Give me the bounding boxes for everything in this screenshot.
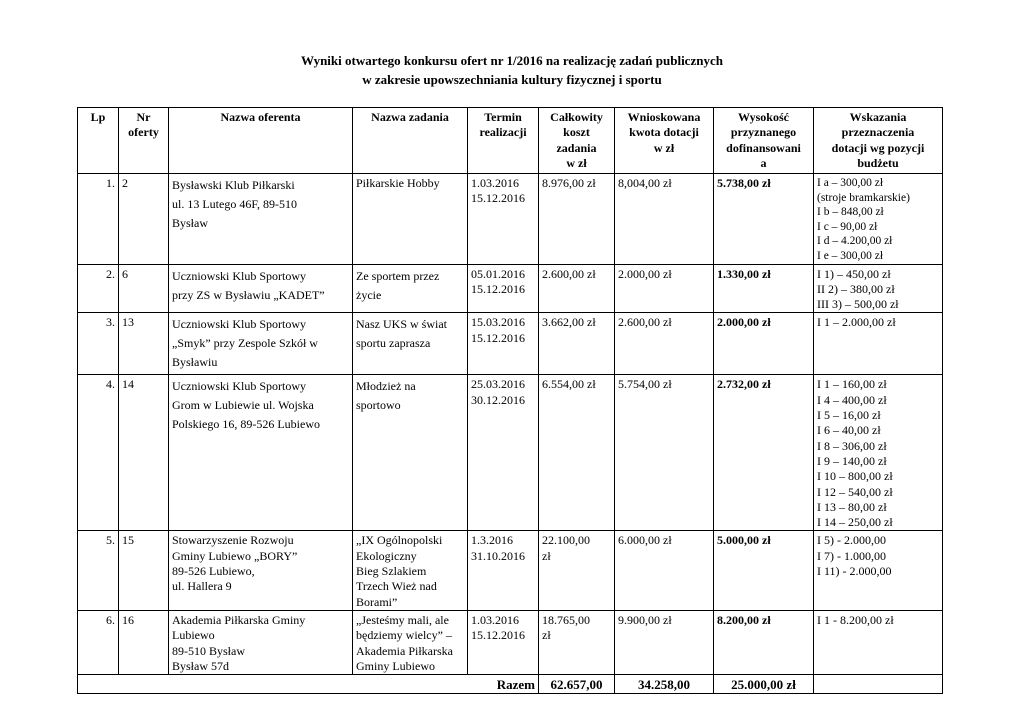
row-koszt <box>539 264 615 313</box>
row-oferent <box>169 313 353 375</box>
cell-line: sportowo <box>356 398 401 413</box>
row-wskazania <box>814 174 943 265</box>
row-wysokosc: 5.738,00 zł <box>714 174 814 265</box>
cell-line: realizacji <box>479 125 527 140</box>
cell-line: a <box>760 155 767 170</box>
cell-line: Wysokość <box>738 110 789 124</box>
cell-line: Grom w Lubiewie ul. Wojska <box>172 398 314 413</box>
document-title: Wyniki otwartego konkursu ofert nr 1/2016 na realizację zadań publicznych <box>301 53 723 68</box>
row-wnioskowana <box>615 610 714 674</box>
cell-line: Akademia Piłkarska Gminy <box>172 612 306 627</box>
cell-line: Bysławiu <box>172 355 218 370</box>
row-wysokosc: 1.330,00 zł <box>714 264 814 313</box>
cell-line: 1.03.2016 <box>471 176 519 190</box>
cell-line: III 3) – 500,00 zł <box>817 297 899 312</box>
row-termin <box>468 264 539 313</box>
cell-line: Gminy Lubiewo <box>356 658 435 673</box>
cell-line: I 1 – 2.000,00 zł <box>817 315 896 330</box>
row-zadanie <box>353 531 468 610</box>
row-oferent <box>169 375 353 531</box>
cell-line: 30.12.2016 <box>471 392 525 407</box>
total-spacer <box>78 675 468 694</box>
row-zadanie <box>353 610 468 674</box>
cell-line: ul. 13 Lutego 46F, 89-510 <box>172 197 298 211</box>
cell-line: ul. Hallera 9 <box>172 579 232 594</box>
total-empty <box>814 675 943 694</box>
cell-line: I 5 – 16,00 zł <box>817 408 881 423</box>
cell-line: Bysławski Klub Piłkarski <box>172 178 295 192</box>
row-zadanie <box>353 375 468 531</box>
cell-line: I c – 90,00 zł <box>817 220 878 233</box>
total-koszt: 62.657,00 <box>539 675 615 694</box>
cell-line: Uczniowski Klub Sportowy <box>172 317 306 332</box>
cell-line: 1.03.2016 <box>471 612 519 627</box>
cell-line: 22.100,00 <box>542 533 590 548</box>
table-row <box>78 264 943 313</box>
cell-line: I 14 – 250,00 zł <box>817 515 893 530</box>
cell-line: Ekologiczny <box>356 548 417 563</box>
row-wskazania <box>814 375 943 531</box>
row-zadanie <box>353 174 468 265</box>
row-termin <box>468 375 539 531</box>
header-wnioskowana-kwota <box>615 108 714 174</box>
row-koszt <box>539 610 615 674</box>
cell-line: 18.765,00 <box>542 612 590 627</box>
document-subtitle: w zakresie upowszechniania kultury fizycznej i sportu <box>362 72 662 87</box>
row-lp: 2. <box>78 264 119 313</box>
cell-line: I 1) – 450,00 zł <box>817 266 891 281</box>
cell-line: I e – 300,00 zł <box>817 249 884 262</box>
header-nazwa-zadania <box>353 108 468 174</box>
row-wnioskowana <box>615 375 714 531</box>
cell-line: I 7) - 1.000,00 <box>817 548 886 563</box>
cell-line: 2.600,00 zł <box>542 266 596 281</box>
cell-line: Całkowity <box>550 110 603 124</box>
cell-line: II 2) – 380,00 zł <box>817 281 895 296</box>
row-oferent <box>169 610 353 674</box>
cell-line: 6.000,00 zł <box>618 533 672 548</box>
row-wskazania <box>814 313 943 375</box>
cell-line: „Smyk” przy Zespole Szkół w <box>172 336 318 351</box>
row-koszt <box>539 375 615 531</box>
cell-line: I 1 - 8.200,00 zł <box>817 612 894 627</box>
cell-line: 89-526 Lubiewo, <box>172 564 255 579</box>
cell-line: życie <box>356 287 382 302</box>
cell-line: Termin <box>484 110 522 124</box>
cell-line: (stroje bramkarskie) <box>817 191 910 204</box>
cell-line: Nazwa oferenta <box>220 110 301 124</box>
cell-line: w zł <box>653 140 675 155</box>
row-lp: 4. <box>78 375 119 531</box>
cell-line: Uczniowski Klub Sportowy <box>172 379 306 394</box>
cell-line: dofinansowani <box>726 140 801 155</box>
cell-line: oferty <box>128 125 159 140</box>
total-wnioskowana: 34.258,00 <box>615 675 714 694</box>
row-wnioskowana <box>615 313 714 375</box>
cell-line: przeznaczenia <box>841 125 915 140</box>
row-lp: 5. <box>78 531 119 610</box>
cell-line: 3.662,00 zł <box>542 315 596 330</box>
cell-line: I 8 – 306,00 zł <box>817 438 887 453</box>
cell-line: Gminy Lubiewo „BORY” <box>172 548 298 563</box>
row-oferent <box>169 174 353 265</box>
cell-line: 6.554,00 zł <box>542 377 596 392</box>
cell-line: kwota dotacji <box>629 125 699 140</box>
row-wysokosc: 8.200,00 zł <box>714 610 814 674</box>
cell-line: I 13 – 80,00 zł <box>817 499 887 514</box>
cell-line: 15.12.2016 <box>471 191 525 206</box>
cell-line: 2.600,00 zł <box>618 315 672 330</box>
cell-line: Polskiego 16, 89-526 Lubiewo <box>172 417 320 432</box>
row-lp: 1. <box>78 174 119 265</box>
cell-line: Borami” <box>356 594 398 609</box>
cell-line: zł <box>542 548 551 563</box>
row-nr-oferty: 13 <box>119 313 169 375</box>
cell-line: I b – 848,00 zł <box>817 206 884 219</box>
cell-line: budżetu <box>857 155 899 170</box>
cell-line: zł <box>542 628 551 643</box>
cell-line: I a – 300,00 zł <box>817 177 884 189</box>
cell-line: 15.12.2016 <box>471 628 525 643</box>
cell-line: Akademia Piłkarska <box>356 643 453 658</box>
cell-line: sportu zaprasza <box>356 336 431 351</box>
row-termin <box>468 531 539 610</box>
cell-line: Lp <box>90 110 106 124</box>
cell-line: Wskazania <box>849 110 907 124</box>
cell-line: Trzech Wież nad <box>356 579 437 594</box>
header-lp <box>78 108 119 174</box>
cell-line: 2.000,00 zł <box>618 266 672 281</box>
cell-line: przyznanego <box>730 125 797 140</box>
header-row <box>78 108 943 174</box>
header-nazwa-oferenta <box>169 108 353 174</box>
cell-line: 8.976,00 zł <box>542 176 596 190</box>
cell-line: I 1 – 160,00 zł <box>817 377 887 392</box>
cell-line: „Jesteśmy mali, ale <box>356 612 449 627</box>
row-lp: 3. <box>78 313 119 375</box>
cell-line: w zł <box>566 155 587 170</box>
row-wysokosc: 5.000,00 zł <box>714 531 814 610</box>
row-wnioskowana <box>615 264 714 313</box>
header-wysokosc-dofinansowania <box>714 108 814 174</box>
total-label: Razem <box>468 675 539 694</box>
cell-line: I 4 – 400,00 zł <box>817 392 887 407</box>
cell-line: zadania <box>556 140 597 155</box>
cell-line: I 10 – 800,00 zł <box>817 469 893 484</box>
row-nr-oferty: 15 <box>119 531 169 610</box>
cell-line: „IX Ogólnopolski <box>356 533 443 548</box>
row-nr-oferty: 16 <box>119 610 169 674</box>
header-nr-oferty <box>119 108 169 174</box>
total-row <box>78 675 943 694</box>
row-koszt <box>539 174 615 265</box>
cell-line: I 6 – 40,00 zł <box>817 423 881 438</box>
cell-line: 5.754,00 zł <box>618 377 672 392</box>
cell-line: 15.12.2016 <box>471 281 525 296</box>
cell-line: Nr <box>136 110 151 124</box>
cell-line: będziemy wielcy” – <box>356 628 452 643</box>
row-koszt <box>539 313 615 375</box>
total-wysokosc: 25.000,00 zł <box>714 675 814 694</box>
cell-line: 1.3.2016 <box>471 533 513 548</box>
row-wysokosc: 2.732,00 zł <box>714 375 814 531</box>
cell-line: 9.900,00 zł <box>618 612 672 627</box>
cell-line: przy ZS w Bysławiu „KADET” <box>172 287 325 302</box>
row-termin <box>468 610 539 674</box>
cell-line: Piłkarskie Hobby <box>356 176 440 190</box>
row-wskazania <box>814 610 943 674</box>
cell-line: I d – 4.200,00 zł <box>817 235 893 248</box>
table-row <box>78 174 943 265</box>
row-koszt <box>539 531 615 610</box>
row-nr-oferty: 6 <box>119 264 169 313</box>
cell-line: 05.01.2016 <box>471 266 525 281</box>
table-row <box>78 531 943 610</box>
cell-line: I 12 – 540,00 zł <box>817 484 893 499</box>
cell-line: 31.10.2016 <box>471 548 525 563</box>
row-oferent <box>169 264 353 313</box>
cell-line: 89-510 Bysław <box>172 643 245 658</box>
cell-line: Stowarzyszenie Rozwoju <box>172 533 294 548</box>
table-row <box>78 313 943 375</box>
cell-line: Ze sportem przez <box>356 268 440 283</box>
row-wnioskowana <box>615 531 714 610</box>
cell-line: Nazwa zadania <box>371 110 449 124</box>
header-calkowity-koszt <box>539 108 615 174</box>
cell-line: dotacji wg pozycji <box>831 140 925 155</box>
cell-line: 15.12.2016 <box>471 330 525 345</box>
cell-line: Bysław 57d <box>172 658 229 673</box>
cell-line: 25.03.2016 <box>471 377 525 392</box>
row-termin <box>468 313 539 375</box>
row-oferent <box>169 531 353 610</box>
cell-line: Bysław <box>172 216 208 230</box>
row-wskazania <box>814 531 943 610</box>
table-row <box>78 375 943 531</box>
row-wnioskowana <box>615 174 714 265</box>
row-termin <box>468 174 539 265</box>
cell-line: Lubiewo <box>172 628 215 643</box>
row-zadanie <box>353 313 468 375</box>
cell-line: Bieg Szlakiem <box>356 564 427 579</box>
cell-line: 8,004,00 zł <box>618 176 672 190</box>
header-termin-realizacji <box>468 108 539 174</box>
cell-line: Młodzież na <box>356 379 416 394</box>
cell-line: Wnioskowana <box>627 110 701 124</box>
row-nr-oferty: 2 <box>119 174 169 265</box>
results-table <box>77 107 943 694</box>
cell-line: Uczniowski Klub Sportowy <box>172 268 306 283</box>
table-row <box>78 610 943 674</box>
cell-line: Nasz UKS w świat <box>356 317 447 332</box>
cell-line: koszt <box>563 125 590 140</box>
cell-line: I 9 – 140,00 zł <box>817 453 887 468</box>
cell-line: 15.03.2016 <box>471 315 525 330</box>
cell-line: I 11) - 2.000,00 <box>817 564 892 579</box>
row-zadanie <box>353 264 468 313</box>
row-wskazania <box>814 264 943 313</box>
row-lp: 6. <box>78 610 119 674</box>
header-wskazania <box>814 108 943 174</box>
row-wysokosc: 2.000,00 zł <box>714 313 814 375</box>
row-nr-oferty: 14 <box>119 375 169 531</box>
cell-line: I 5) - 2.000,00 <box>817 533 886 548</box>
